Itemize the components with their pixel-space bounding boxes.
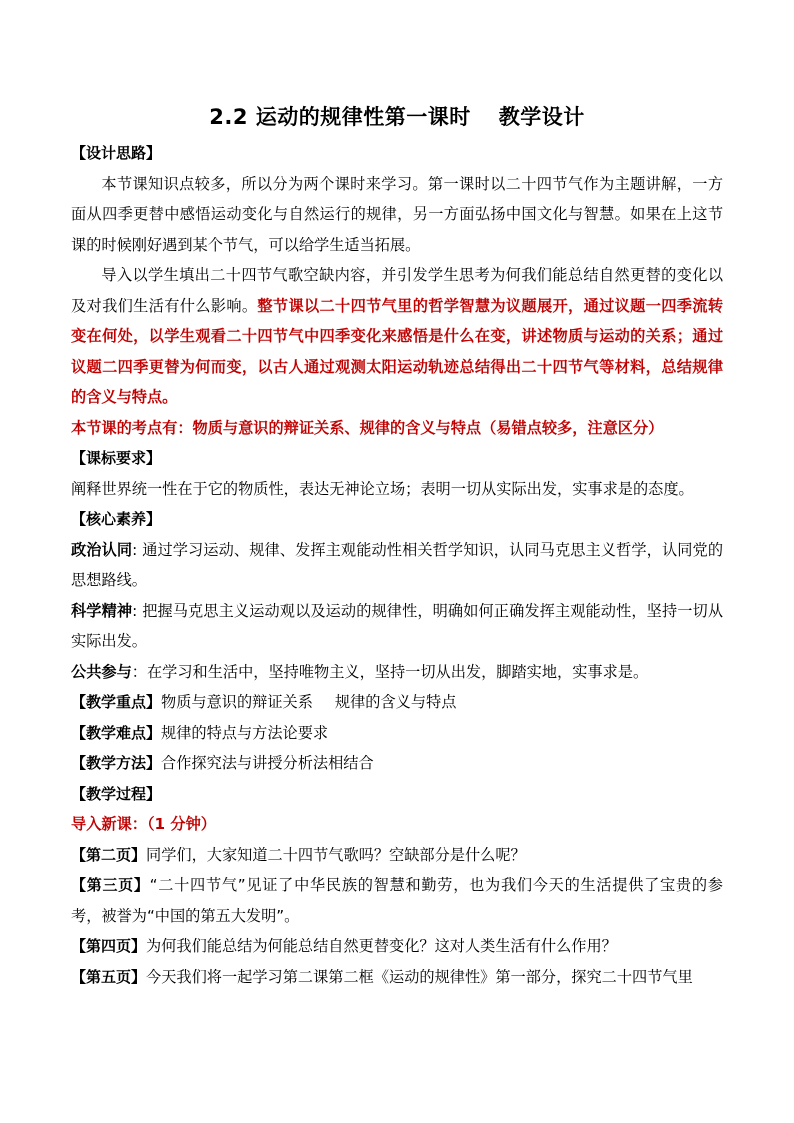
literacy-heading: 【核心素养】 — [71, 510, 162, 528]
page-title — [71, 100, 723, 134]
literacy-label: 公共参与 — [71, 662, 132, 681]
difficulty-text: 规律的特点与方法论要求 — [161, 723, 329, 742]
method-line — [71, 748, 723, 779]
process-heading: 【教学过程】 — [71, 784, 162, 803]
literacy-label: 科学精神 — [71, 601, 133, 620]
literacy-item-political — [71, 535, 723, 596]
page-text: 今天我们将一起学习第二课第二框《运动的规律性》第一部分，探究二十四节气里 — [146, 967, 693, 986]
focus-line — [71, 687, 723, 718]
page-label: 【第五页】 — [71, 967, 147, 986]
method-heading: 【教学方法】 — [71, 754, 162, 772]
page-label: 【第四页】 — [71, 937, 147, 955]
literacy-text: ：在学习和生活中，坚持唯物主义，坚持一切从出发，脚踏实地，实事求是。 — [131, 662, 649, 681]
page-label: 【第二页】 — [71, 845, 147, 864]
title-suffix: 教学设计 — [498, 105, 585, 129]
process-page-2 — [71, 840, 723, 871]
process-page-5 — [71, 962, 723, 993]
focus-heading: 【教学重点】 — [71, 693, 162, 711]
process-intro: 导入新课：（1 分钟） — [71, 815, 216, 833]
standards-text: 阐释世界统一性在于它的物质性，表达无神论立场；表明一切从实际出发，实事求是的态度。 — [71, 479, 694, 498]
design-paragraph-2 — [71, 260, 723, 413]
design-paragraph-2-red: 整节课以二十四节气里的哲学智慧为议题展开，通过议题一四季流转变在何处，以学生观看二十四节气中四季变化来感悟是什么在变，讲述物质与运动的关系；通过议题二四季更替为何而变，以古人通过观测太阳运动轨迹总结得出二十四节气等材料，总结规律的含义与特点。 — [71, 296, 724, 406]
literacy-item-public — [71, 657, 723, 688]
process-page-4 — [71, 931, 723, 962]
title-main: 2.2 运动的规律性第一课时 — [209, 105, 471, 129]
literacy-text: : 把握马克思主义运动观以及运动的规律性，明确如何正确发挥主观能动性，坚持一切从实际出发。 — [71, 601, 724, 650]
key-points: 本节课的考点有：物质与意识的辩证关系、规律的含义与特点（易错点较多，注意区分） — [71, 418, 664, 437]
focus-item-1: 物质与意识的辩证关系 — [161, 693, 313, 711]
standards-heading: 【课标要求】 — [71, 449, 162, 467]
page-text: 同学们，大家知道二十四节气歌吗？空缺部分是什么呢？ — [146, 845, 526, 864]
document-content — [71, 100, 723, 992]
process-page-3 — [71, 870, 723, 931]
page-text: “二十四节气”见证了中华民族的智慧和勤劳，也为我们今天的生活提供了宝贵的参考，被誉为“中国的第五大发明”。 — [71, 876, 723, 925]
focus-item-2: 规律的含义与特点 — [334, 693, 457, 711]
page-label: 【第三页】 — [71, 876, 150, 894]
difficulty-heading: 【教学难点】 — [71, 723, 162, 742]
design-heading: 【设计思路】 — [71, 144, 162, 162]
literacy-label: 政治认同 — [71, 540, 133, 559]
design-paragraph-1: 本节课知识点较多，所以分为两个课时来学习。第一课时以二十四节气作为主题讲解，一方面从四季更替中感悟运动变化与自然运行的规律，另一方面弘扬中国文化与智慧。如果在上这节课的时候刚好遇到某个节气，可以给学生适当拓展。 — [71, 174, 723, 254]
difficulty-line — [71, 718, 723, 749]
page-text: 为何我们能总结为何能总结自然更替变化？这对人类生活有什么作用？ — [146, 937, 617, 955]
literacy-item-science — [71, 596, 723, 657]
literacy-text: : 通过学习运动、规律、发挥主观能动性相关哲学知识，认同马克思主义哲学，认同党的思想路线。 — [71, 540, 724, 589]
method-text: 合作探究法与讲授分析法相结合 — [161, 754, 374, 772]
design-paragraph-2-normal: 导入以学生填出二十四节气歌空缺内容，并引发学生思考为何我们能总结自然更替的变化以及对我们生活有什么影响。 — [71, 266, 723, 315]
